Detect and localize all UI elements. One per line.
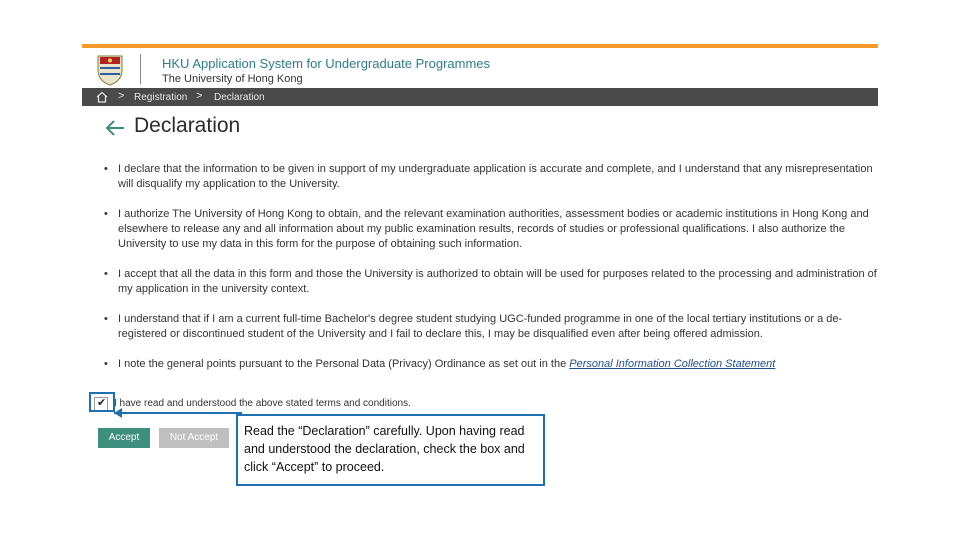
header <box>82 48 878 88</box>
breadcrumb <box>82 88 878 106</box>
declaration-item: • I note the general points pursuant to the Personal Data (Privacy) Ordinance as set out in the Personal Information Collection Statement <box>104 358 776 370</box>
page-title: Declaration <box>134 114 241 137</box>
declaration-item: • I understand that if I am a current full-time Bachelor's degree student studying UGC-funded programme in one of the local tertiary institutions or a de-registered or discontinued student of the University and I fail to declare this, I may be disqualified even after being offered admission. <box>104 313 843 340</box>
arrow-left-icon[interactable] <box>104 118 126 138</box>
breadcrumb-declaration: Declaration <box>214 92 265 103</box>
breadcrumb-separator: > <box>118 90 125 102</box>
declaration-text: I declare that the information to be given in support of my undergraduate application is accurate and complete, and I understand that any misrepresentation will disqualify my application to the University. <box>118 163 873 190</box>
accept-button[interactable]: Accept <box>98 428 150 448</box>
breadcrumb-registration[interactable]: Registration <box>134 92 188 103</box>
system-title: HKU Application System for Undergraduate Programmes <box>162 56 491 71</box>
not-accept-button[interactable]: Not Accept <box>159 428 229 448</box>
instruction-callout: Read the “Declaration” carefully. Upon having read and understood the declaration, check the box and click “Accept” to proceed. <box>236 414 545 486</box>
callout-arrow <box>112 399 242 429</box>
university-name: The University of Hong Kong <box>162 73 303 85</box>
breadcrumb-separator: > <box>196 90 203 102</box>
agreement-label: I have read and understood the above stated terms and conditions. <box>114 398 411 409</box>
declaration-item: • I accept that all the data in this form and those the University is authorized to obtain will be used for purposes related to the processing and administration of my application in the university context. <box>104 268 877 295</box>
home-icon[interactable] <box>96 91 108 103</box>
hku-crest-logo <box>96 54 124 86</box>
declaration-item: • I authorize The University of Hong Kong to obtain, and the relevant examination authorities, assessment bodies or academic institutions in Hong Kong and elsewhere to release any and all information about my public examination results, records of studies or professional qualifications. I also authorize the University to use my data in this form for the purpose of obtaining such information. <box>104 208 869 250</box>
pics-link[interactable]: Personal Information Collection Statement <box>569 358 776 370</box>
check-icon: ✔ <box>97 397 107 409</box>
declaration-text: I accept that all the data in this form and those the University is authorized to obtain will be used for purposes related to the processing and administration of my application in the university context. <box>118 268 877 295</box>
header-divider <box>140 54 141 84</box>
declaration-item: • I declare that the information to be given in support of my undergraduate application is accurate and complete, and I understand that any misrepresentation will disqualify my application to the University. <box>104 163 873 190</box>
declaration-text: I understand that if I am a current full-time Bachelor's degree student studying UGC-funded programme in one of the local tertiary institutions or a de-registered or discontinued student of the University and I fail to declare this, I may be disqualified even after being offered admission. <box>118 313 843 340</box>
declaration-text: I note the general points pursuant to the Personal Data (Privacy) Ordinance as set out in the <box>118 358 570 370</box>
declaration-list <box>104 162 878 387</box>
declaration-text: I authorize The University of Hong Kong to obtain, and the relevant examination authorities, assessment bodies or academic institutions in Hong Kong and elsewhere to release any and all information about my public examination results, records of studies or professional qualifications. I also authorize the University to use my data in this form for the purpose of obtaining such information. <box>118 208 869 250</box>
